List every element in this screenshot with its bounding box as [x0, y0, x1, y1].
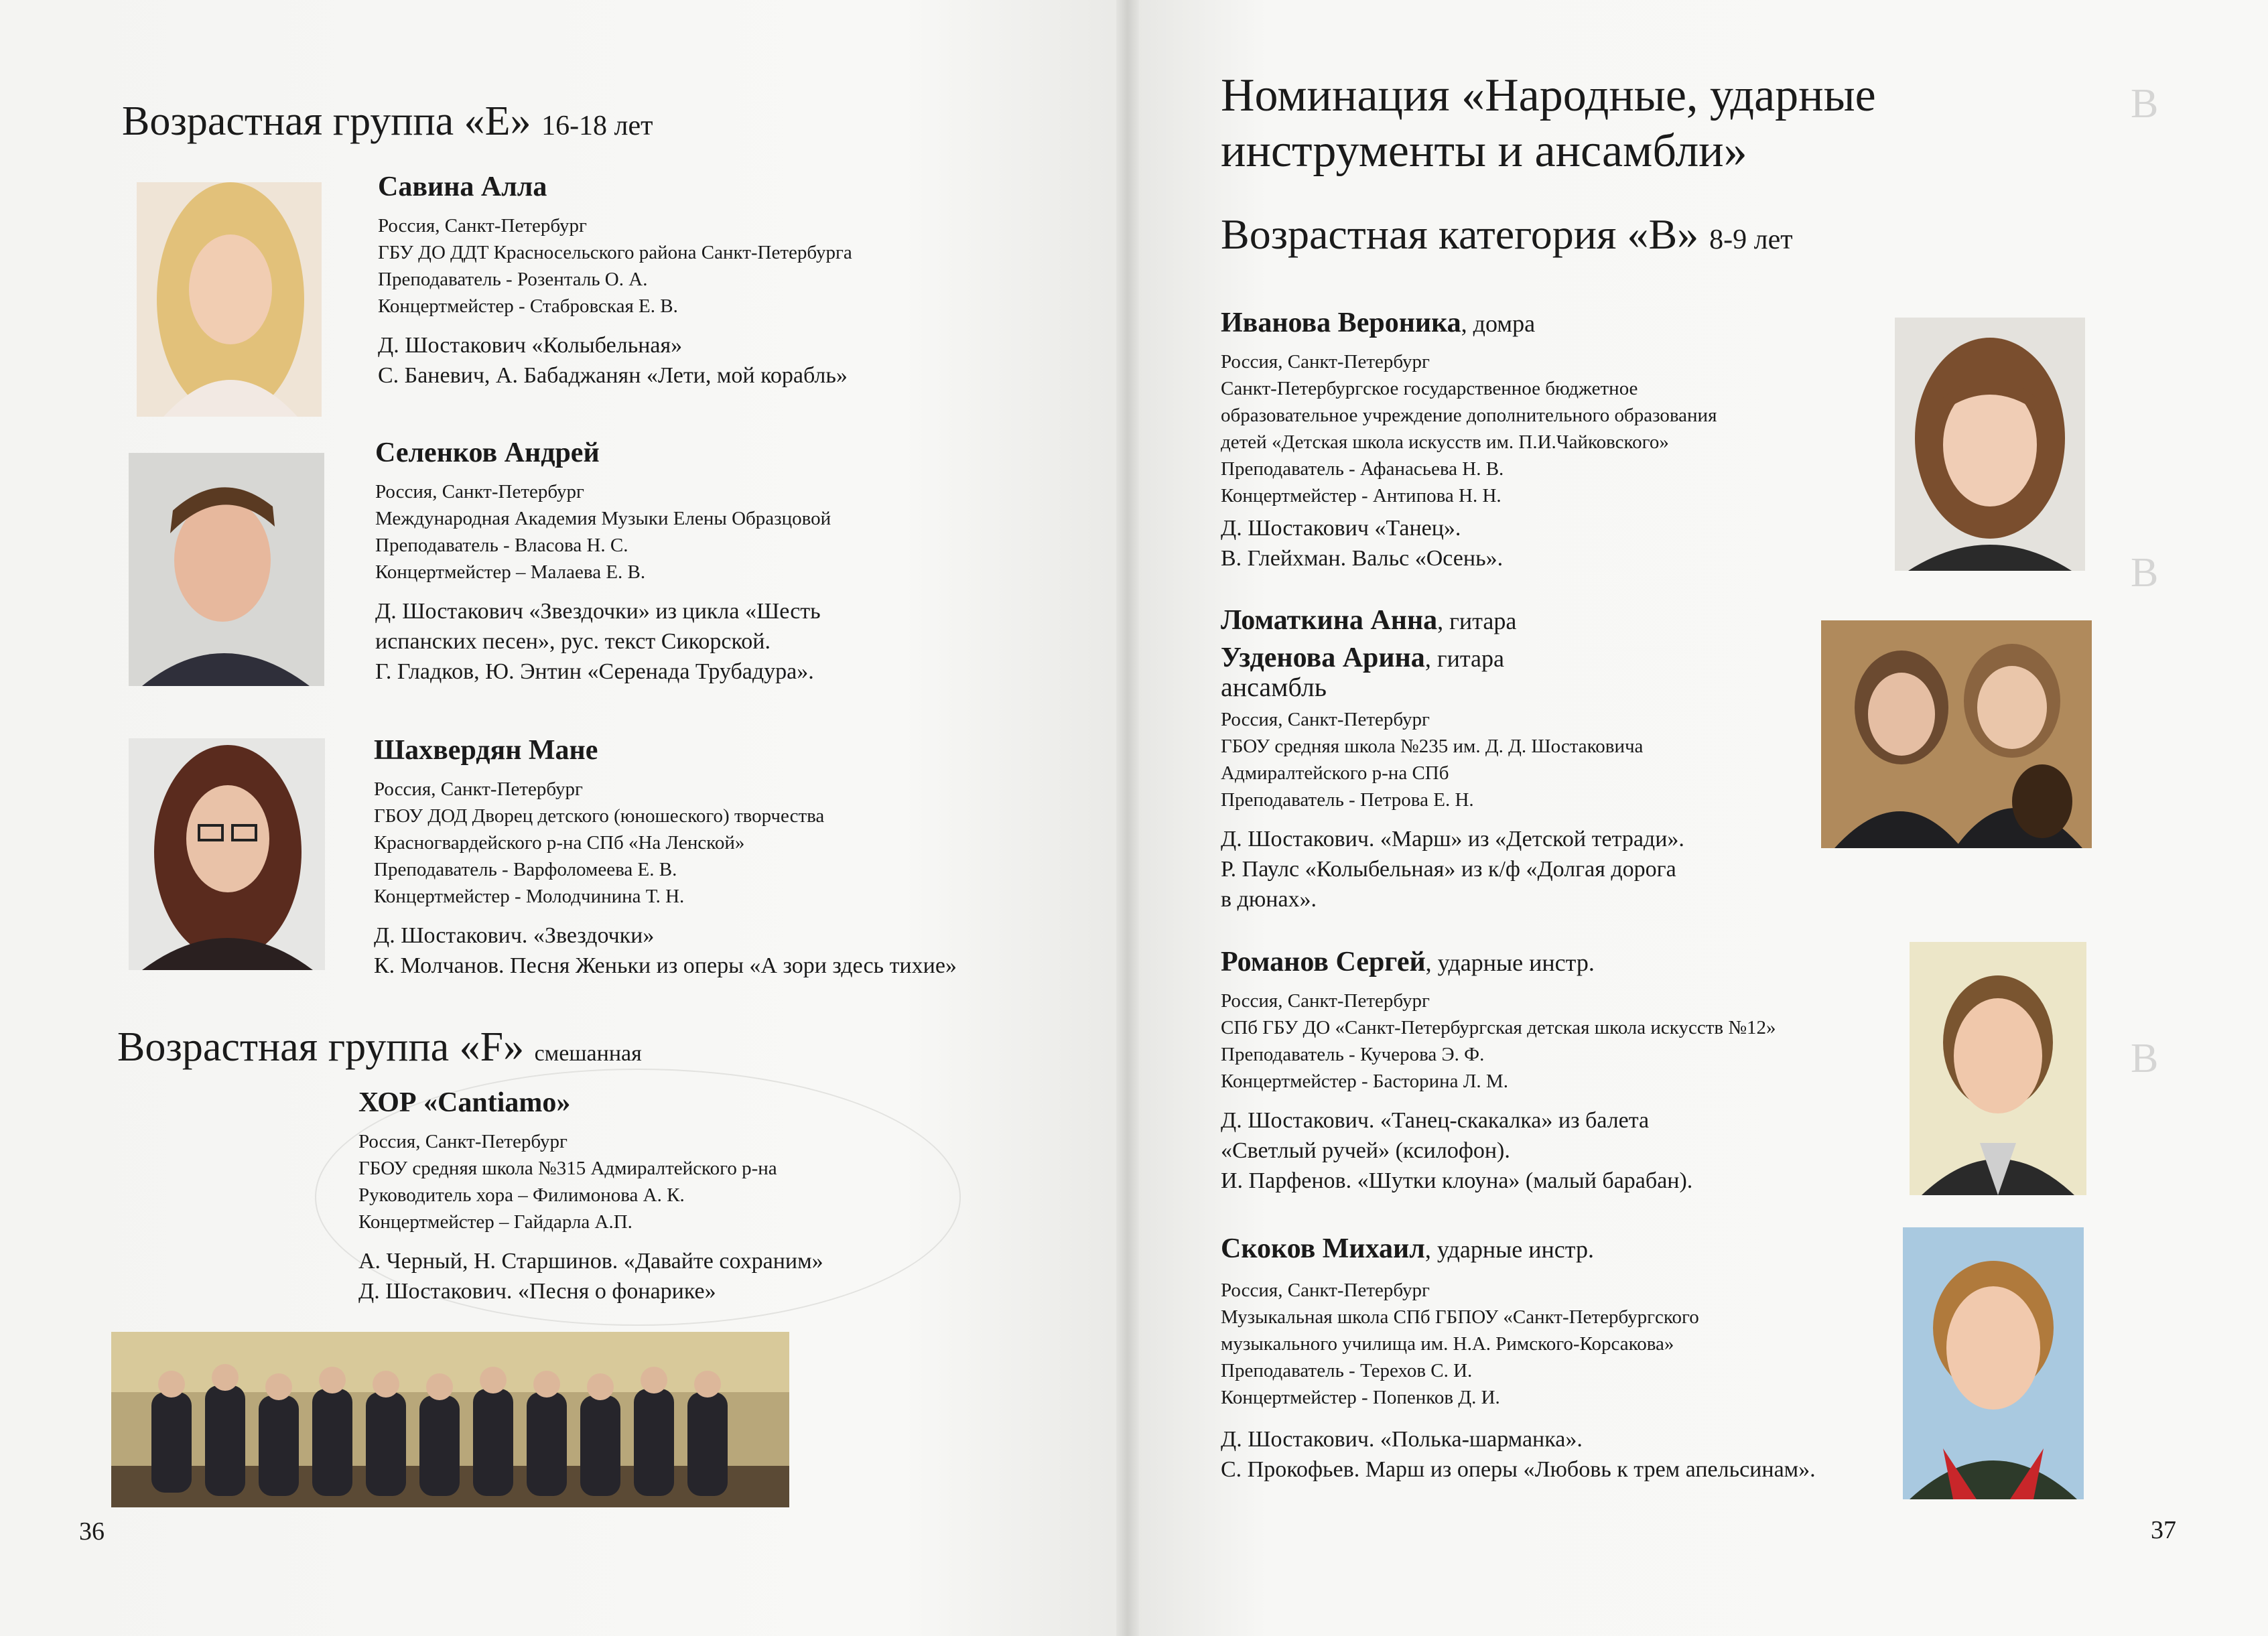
- info-line: Россия, Санкт-Петербург: [1221, 351, 1430, 372]
- info-line: Россия, Санкт-Петербург: [1221, 709, 1430, 730]
- info-line: ГБОУ средняя школа №315 Адмиралтейского р-на: [358, 1158, 777, 1179]
- info-line: Россия, Санкт-Петербург: [375, 481, 584, 502]
- entry-ivanova: [1221, 307, 1717, 573]
- bleed-through-text: В: [2131, 550, 2159, 596]
- repertoire-line: К. Молчанов. Песня Женьки из оперы «А зори здесь тихие»: [374, 953, 957, 978]
- info-line: Преподаватель - Кучерова Э. Ф.: [1221, 1044, 1485, 1065]
- repertoire-line: Д. Шостакович. «Звездочки»: [374, 923, 655, 948]
- repertoire-line: в дюнах».: [1221, 887, 1317, 912]
- info-line: ГБУ ДО ДДТ Красносельского района Санкт-Петербурга: [378, 242, 852, 263]
- book-spine: [1116, 0, 1139, 1636]
- participant-info: [1221, 1277, 1816, 1411]
- participant-name: Скоков Михаил: [1221, 1233, 1425, 1264]
- info-line: Адмиралтейского р-на СПб: [1221, 762, 1449, 784]
- entry-shakhverdyan: [374, 734, 957, 981]
- info-line: Преподаватель - Терехов С. И.: [1221, 1360, 1473, 1381]
- info-line: Россия, Санкт-Петербург: [374, 778, 583, 800]
- repertoire-line: Д. Шостакович. «Полька-шарманка».: [1221, 1427, 1583, 1452]
- nomination-heading: [1221, 68, 1876, 179]
- info-line: Концертмейстер - Антипова Н. Н.: [1221, 485, 1502, 506]
- repertoire: [1221, 1424, 1816, 1485]
- info-line: Преподаватель - Розенталь О. А.: [378, 269, 648, 290]
- repertoire: [1221, 1105, 1776, 1196]
- entry-selenkov: [375, 437, 831, 687]
- repertoire-line: Д. Шостакович «Звездочки» из цикла «Шесть: [375, 599, 821, 624]
- repertoire-line: Д. Шостакович «Танец».: [1221, 516, 1461, 541]
- repertoire-line: Д. Шостакович. «Песня о фонарике»: [358, 1279, 716, 1304]
- portrait-photo: [129, 738, 325, 970]
- entry-skokov: [1221, 1233, 1816, 1485]
- info-line: Концертмейстер – Гайдарла А.П.: [358, 1211, 632, 1233]
- repertoire-line: Р. Паулс «Колыбельная» из к/ф «Долгая дорога: [1221, 857, 1676, 882]
- participant-name: Селенков Андрей: [375, 437, 600, 468]
- group-ages: смешанная: [534, 1041, 642, 1066]
- page-number: 36: [79, 1517, 105, 1546]
- info-line: Концертмейстер - Стабровская Е. В.: [378, 295, 678, 317]
- participant-info: [358, 1128, 823, 1235]
- bleed-through-text: В: [2131, 1036, 2159, 1081]
- info-line: Концертмейстер – Малаева Е. В.: [375, 561, 646, 583]
- instrument: , домра: [1461, 310, 1536, 337]
- info-line: Концертмейстер - Басторина Л. М.: [1221, 1071, 1508, 1092]
- info-line: Концертмейстер - Попенков Д. И.: [1221, 1387, 1500, 1408]
- entry-romanov: [1221, 946, 1776, 1196]
- repertoire: [1221, 824, 1684, 914]
- repertoire-line: Д. Шостакович «Колыбельная»: [378, 333, 683, 358]
- instrument: , гитара: [1437, 608, 1517, 634]
- participant-name: Савина Алла: [378, 172, 547, 202]
- info-line: Россия, Санкт-Петербург: [1221, 990, 1430, 1012]
- info-line: образовательное учреждение дополнительного образования: [1221, 405, 1717, 426]
- participant-name: Ломаткина Анна: [1221, 605, 1438, 636]
- portrait-photo: [129, 453, 324, 686]
- ensemble-label: ансамбль: [1221, 672, 1327, 702]
- info-line: Преподаватель - Власова Н. С.: [375, 535, 628, 556]
- info-line: ГБОУ средняя школа №235 им. Д. Д. Шостаковича: [1221, 736, 1644, 757]
- group-title: Возрастная группа «Е»: [122, 98, 531, 144]
- repertoire-line: И. Парфенов. «Шутки клоуна» (малый барабан).: [1221, 1168, 1693, 1193]
- portrait-photo: [137, 182, 322, 417]
- participant-name: Узденова Арина: [1221, 642, 1425, 673]
- category-b-heading: [1221, 210, 1793, 258]
- portrait-photo: [1903, 1227, 2084, 1499]
- group-title: Возрастная группа «F»: [117, 1024, 525, 1070]
- participant-name: Шахвердян Мане: [374, 735, 598, 766]
- participant-name: Иванова Вероника: [1221, 308, 1461, 338]
- repertoire-line: Г. Гладков, Ю. Энтин «Серенада Трубадура».: [375, 659, 814, 684]
- nomination-line: инструменты и ансамбли»: [1221, 125, 1747, 177]
- info-line: Красногвардейского р-на СПб «На Ленской»: [374, 832, 745, 854]
- participant-info: [374, 776, 957, 910]
- info-line: Санкт-Петербургское государственное бюджетное: [1221, 378, 1638, 399]
- info-line: ГБОУ ДОД Дворец детского (юношеского) творчества: [374, 805, 825, 827]
- instrument: , ударные инстр.: [1424, 1236, 1594, 1263]
- info-line: Концертмейстер - Молодчинина Т. Н.: [374, 886, 685, 907]
- repertoire: [1221, 513, 1717, 573]
- info-line: Россия, Санкт-Петербург: [1221, 1280, 1430, 1301]
- participant-info: [1221, 706, 1684, 813]
- instrument: , гитара: [1424, 645, 1504, 672]
- repertoire-line: Д. Шостакович. «Танец-скакалка» из балета: [1221, 1108, 1650, 1133]
- participant-info: [1221, 348, 1717, 509]
- repertoire: [378, 330, 852, 391]
- info-line: Музыкальная школа СПб ГБПОУ «Санкт-Петербургского: [1221, 1306, 1699, 1328]
- repertoire-line: А. Черный, Н. Старшинов. «Давайте сохраним»: [358, 1249, 823, 1274]
- instrument: , ударные инстр.: [1425, 949, 1595, 976]
- group-ages: 16-18 лет: [541, 111, 653, 141]
- portrait-photo: [1895, 318, 2085, 571]
- category-title: Возрастная категория «В»: [1221, 210, 1699, 258]
- participant-info: [378, 212, 852, 320]
- repertoire: [358, 1246, 823, 1306]
- portrait-photo: [1910, 942, 2086, 1195]
- info-line: Россия, Санкт-Петербург: [378, 215, 587, 236]
- nomination-line: Номинация «Народные, ударные: [1221, 70, 1876, 121]
- entry-savina: [378, 171, 852, 391]
- repertoire: [375, 596, 831, 687]
- info-line: Россия, Санкт-Петербург: [358, 1131, 568, 1152]
- participant-name: Романов Сергей: [1221, 947, 1426, 977]
- repertoire-line: Д. Шостакович. «Марш» из «Детской тетради».: [1221, 827, 1684, 851]
- group-f-heading: [117, 1026, 642, 1068]
- page-number: 37: [2151, 1516, 2176, 1544]
- info-line: Преподаватель - Петрова Е. Н.: [1221, 789, 1474, 811]
- info-line: детей «Детская школа искусств им. П.И.Чайковского»: [1221, 431, 1669, 453]
- info-line: музыкального училища им. Н.А. Римского-Корсакова»: [1221, 1333, 1674, 1355]
- bleed-through-text: В: [2131, 81, 2159, 127]
- participant-info: [375, 478, 831, 586]
- info-line: Преподаватель - Варфоломеева Е. В.: [374, 859, 677, 880]
- category-ages: 8-9 лет: [1709, 224, 1793, 255]
- participant-info: [1221, 987, 1776, 1095]
- ensemble-photo: [1821, 620, 2092, 848]
- repertoire-line: «Светлый ручей» (ксилофон).: [1221, 1138, 1510, 1163]
- choir-photo: [111, 1332, 789, 1507]
- repertoire-line: В. Глейхман. Вальс «Осень».: [1221, 546, 1504, 571]
- repertoire-line: испанских песен», рус. текст Сикорской.: [375, 629, 771, 654]
- repertoire-line: С. Прокофьев. Марш из оперы «Любовь к трем апельсинам».: [1221, 1457, 1816, 1482]
- info-line: Преподаватель - Афанасьева Н. В.: [1221, 458, 1504, 480]
- info-line: СПб ГБУ ДО «Санкт-Петербургская детская школа искусств №12»: [1221, 1017, 1776, 1038]
- info-line: Руководитель хора – Филимонова А. К.: [358, 1184, 685, 1206]
- info-line: Международная Академия Музыки Елены Образцовой: [375, 508, 831, 529]
- entry-choir: [358, 1087, 823, 1306]
- repertoire: [374, 921, 957, 981]
- entry-lomatkina-uzdenova: [1221, 604, 1684, 914]
- group-e-heading: [122, 100, 653, 142]
- repertoire-line: С. Баневич, А. Бабаджанян «Лети, мой корабль»: [378, 363, 848, 388]
- participant-name: ХОР «Cantiamo»: [358, 1087, 571, 1118]
